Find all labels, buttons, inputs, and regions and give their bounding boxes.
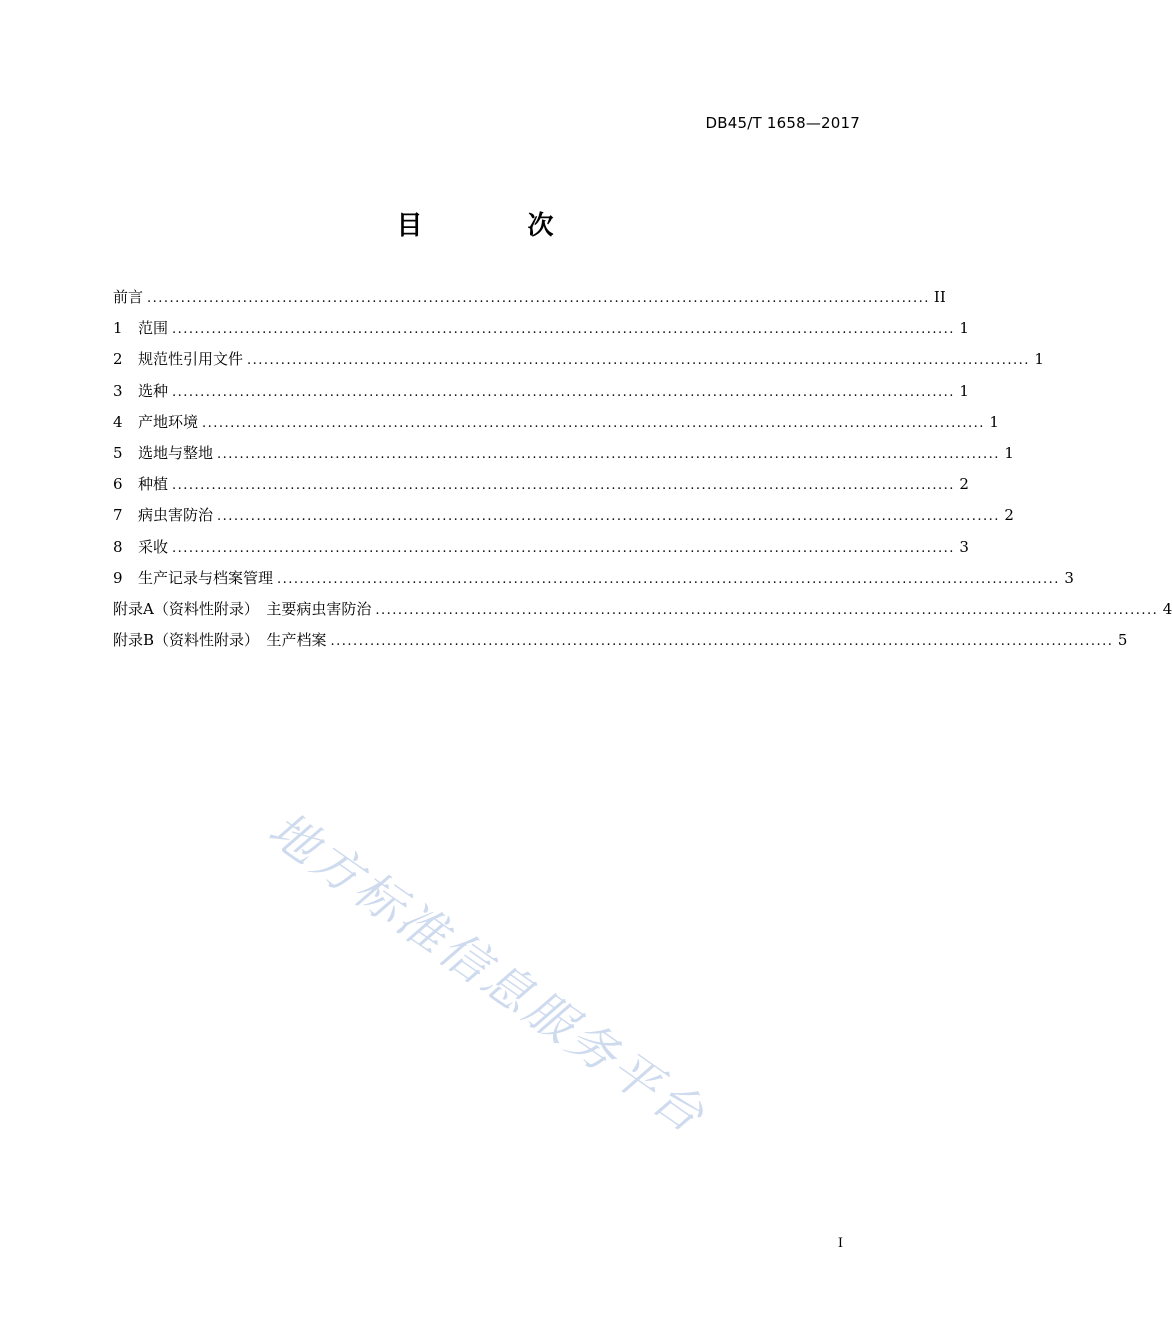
toc-entry-label: 采收 bbox=[138, 537, 169, 556]
toc-entry-appendix-a[interactable] bbox=[113, 597, 1172, 628]
toc-entry-land-preparation[interactable] bbox=[113, 441, 1014, 472]
toc-leader-dots: ........................................................................................................................................... bbox=[217, 446, 1000, 462]
toc-entry-number: 5 bbox=[113, 443, 123, 462]
toc-entry-environment[interactable] bbox=[113, 410, 999, 441]
toc-entry-number: 3 bbox=[113, 381, 123, 400]
toc-entry-number: 7 bbox=[113, 506, 123, 525]
table-of-contents bbox=[113, 285, 1172, 659]
toc-entry-label: 选地与整地 bbox=[138, 443, 214, 462]
toc-entry-label: 病虫害防治 bbox=[138, 506, 214, 525]
toc-entry-planting[interactable] bbox=[113, 472, 969, 503]
toc-leader-dots: ........................................................................................................................................... bbox=[202, 415, 985, 431]
toc-entry-page: 5 bbox=[1117, 631, 1128, 650]
toc-entry-seed-selection[interactable] bbox=[113, 379, 969, 410]
toc-entry-number: 6 bbox=[113, 475, 123, 494]
toc-entry-page: 3 bbox=[1064, 568, 1074, 587]
toc-entry-label: 前言 bbox=[113, 288, 144, 306]
toc-entry-number: 8 bbox=[113, 537, 123, 556]
toc-entry-page: 2 bbox=[1004, 506, 1014, 525]
toc-entry-page: II bbox=[933, 288, 946, 306]
toc-entry-foreword[interactable] bbox=[113, 285, 946, 316]
toc-leader-dots: ........................................................................................................................................... bbox=[172, 384, 955, 400]
toc-entry-label: 附录A（资料性附录） 主要病虫害防治 bbox=[113, 599, 372, 618]
toc-entry-number: 2 bbox=[113, 350, 123, 369]
toc-entry-appendix-b[interactable] bbox=[113, 628, 1128, 659]
toc-entry-label: 范围 bbox=[138, 319, 169, 338]
toc-title: 目 次 bbox=[396, 211, 602, 241]
toc-leader-dots: ........................................................................................................................................... bbox=[375, 602, 1159, 618]
toc-entry-label: 选种 bbox=[138, 381, 169, 400]
toc-entry-page: 1 bbox=[1034, 350, 1044, 369]
toc-entry-scope[interactable] bbox=[113, 316, 969, 347]
toc-entry-label: 种植 bbox=[138, 475, 169, 494]
toc-entry-records[interactable] bbox=[113, 566, 1074, 597]
toc-entry-page: 1 bbox=[959, 381, 969, 400]
toc-leader-dots: ........................................................................................................................................... bbox=[277, 571, 1060, 587]
toc-leader-dots: ........................................................................................................................................... bbox=[330, 634, 1114, 650]
toc-leader-dots: ........................................................................................................................................... bbox=[217, 509, 1000, 525]
watermark: 地方标准信息服务平台 bbox=[258, 801, 717, 1146]
toc-leader-dots: ........................................................................................................................................... bbox=[172, 322, 955, 338]
toc-entry-page: 1 bbox=[959, 319, 969, 338]
toc-entry-label: 附录B（资料性附录） 生产档案 bbox=[113, 631, 327, 650]
toc-entry-number: 4 bbox=[113, 412, 123, 431]
toc-entry-label: 生产记录与档案管理 bbox=[138, 568, 274, 587]
toc-entry-label: 产地环境 bbox=[138, 412, 199, 431]
toc-entry-page: 3 bbox=[959, 537, 969, 556]
toc-leader-dots: ........................................................................................................................................... bbox=[172, 540, 955, 556]
toc-entry-number: 9 bbox=[113, 568, 123, 587]
toc-entry-harvest[interactable] bbox=[113, 535, 969, 566]
toc-entry-page: 4 bbox=[1162, 599, 1172, 618]
toc-entry-label: 规范性引用文件 bbox=[138, 350, 244, 369]
standard-code: DB45/T 1658—2017 bbox=[705, 114, 860, 132]
toc-leader-dots: ........................................................................................................................................... bbox=[247, 353, 1030, 369]
toc-entry-page: 2 bbox=[959, 475, 969, 494]
toc-leader-dots: ........................................................................................................................................... bbox=[147, 291, 930, 306]
toc-entry-page: 1 bbox=[989, 412, 999, 431]
toc-entry-page: 1 bbox=[1004, 443, 1014, 462]
toc-entry-pest-control[interactable] bbox=[113, 503, 1014, 534]
page-number: I bbox=[837, 1236, 843, 1251]
toc-entry-number: 1 bbox=[113, 319, 123, 338]
toc-leader-dots: ........................................................................................................................................... bbox=[172, 478, 955, 494]
toc-entry-normative-references[interactable] bbox=[113, 347, 1044, 378]
